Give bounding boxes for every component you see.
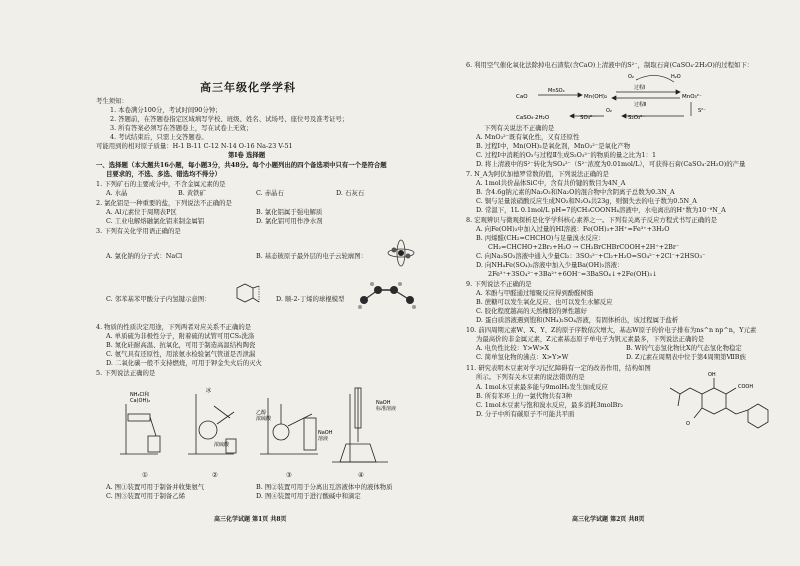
fig-label-3: ③ <box>286 471 292 479</box>
q3-stem: 3. 下列有关化学用语正确的是 <box>96 227 181 235</box>
q11-option-b: B. 所有苯环上的一氯代物共有3种 <box>476 392 572 400</box>
q5-option-d: D. 图④装置可用于进行酸碱中和滴定 <box>256 492 361 500</box>
q8-option-b: B. 丙烯醛(CH₂=CHCHO)与足量溴水反应： <box>476 234 605 242</box>
ball-stick-model <box>358 280 416 310</box>
q2-option-d: D. 氯化铝可用作净水剂 <box>256 217 323 225</box>
scheme-h2o: H₂O <box>671 74 681 80</box>
q1-option-d: D. 石灰石 <box>336 189 365 197</box>
notice-3: 3. 所有答案必须写在答题卷上，写在试卷上无效； <box>110 124 253 132</box>
q10-option-d: D. Z元素在周期表中位于第4周期第ⅦB族 <box>626 353 746 361</box>
q6-option-d: D. 将上清液中的S²⁻转化为SO₄²⁻（S²⁻浓度为0.01mol/L），可获得石膏(CaSO₄·2H₂O)的产量 <box>476 160 746 168</box>
notice-2: 2. 答题前，在答题卷指定区域填写学校、班级、姓名、试场号、座位号及准考证号； <box>110 115 349 123</box>
fig-label-2: ② <box>212 471 218 479</box>
atomic-mass: 可能用到的相对原子质量：H-1 B-11 C-12 N-14 O-16 Na-23 V-51 <box>96 142 293 150</box>
q1-stem: 1. 下列矿石的主要成分中，不含金属元素的是 <box>96 180 226 188</box>
q2-stem: 2. 氯化铝是一种重要的盐，下列说法不正确的是 <box>96 199 232 207</box>
reagent-label-naoh2: NaOH <box>376 400 391 406</box>
q7-option-d: D. 常温下，1L 0.1mol/L pH=7的CH₃COONH₄溶液中，水电离出的H⁺数为10⁻⁸N_A <box>476 206 726 214</box>
q10-option-c: C. 简单氢化物的沸点：X>Y>W <box>476 353 569 361</box>
page-1-footer: 高三化学试题 第1页 共8页 <box>214 516 287 523</box>
q11-option-a: A. 1mol木豆素最多能与9molH₂发生加成反应 <box>476 383 608 391</box>
part-1-heading: 第Ⅰ卷 选择题 <box>228 151 266 159</box>
scheme-o2b: O₂ <box>606 108 612 114</box>
scheme-so4: SO₄²⁻ <box>580 115 596 121</box>
scheme-cao: CaO <box>516 94 528 100</box>
q7-option-a: A. 1mol共价晶体SiC中，含有共价键的数目为4N_A <box>476 179 626 187</box>
q8-option-d: D. 向NH₄Fe(SO₄)₂溶液中加入少量Ba(OH)₂溶液： <box>476 261 624 269</box>
q11-option-d: D. 分子中所有碳原子不可能共平面 <box>476 410 575 418</box>
q7-option-b: B. 含4.6g钠元素的Na₂O₂和Na₂O的混合物中含阴离子总数为0.3N_A <box>476 188 675 196</box>
q11-stem-2: 所示。下列有关木豆素的说法错误的是 <box>476 373 585 381</box>
q11-structure <box>662 368 784 440</box>
q5-option-a: A. 图①装置可用于制备并收集氨气 <box>106 483 205 491</box>
q8-option-a: A. 向Fe(OH)₃中加入过量的HI溶液：Fe(OH)₃+3H⁺=Fe³⁺+3H₂O <box>476 225 670 233</box>
scheme-o2: O₂ <box>628 74 634 80</box>
q3-option-a: A. 氯化钠的分子式：NaCl <box>106 252 183 260</box>
q4-option-a: A. 单质硫为非极性分子，附着硫的试管可用CS₂洗涤 <box>106 332 255 340</box>
electron-cloud-figure <box>386 238 416 268</box>
q10-stem-2: 为最高价的非金属元素，Z元素基态原子单电子为钒元素最多，下列说法正确的是 <box>476 335 705 343</box>
page-2 <box>466 0 784 566</box>
page-1 <box>96 0 418 566</box>
q6-option-b: B. 过程Ⅰ中，Mn(OH)₂是氧化剂，MnO₃²⁻是氧化产物 <box>476 142 631 150</box>
reagent-label-acid: 浓硫酸 <box>214 442 230 448</box>
reagent-label-naoh: NaOH <box>318 430 333 436</box>
struct-oh: OH <box>708 372 716 378</box>
reagent-label-std: 标准溶液 <box>376 406 397 412</box>
q7-option-c: C. 铜与足量浓硝酸反应生成NO₂和N₂O₄共23g，则铜失去的电子数为0.5N_A <box>476 197 697 205</box>
q1-option-a: A. 水晶 <box>106 189 128 197</box>
q1-option-b: B. 黄铁矿 <box>178 189 206 197</box>
q11-option-c: C. 1mol木豆素与饱和溴水反应，最多消耗3molBr₂ <box>476 401 623 409</box>
notice-1: 1. 本卷满分100分，考试时间90分钟； <box>110 106 222 114</box>
q4-option-b: B. 氮化硅耐高温、抗氧化，可用于制造高温结构陶瓷 <box>106 341 256 349</box>
q8-option-c: C. 向Na₂SO₃溶液中通入少量Cl₂：3SO₃²⁻+Cl₂+H₂O=SO₄²⁻+2Cl⁻+2HSO₃⁻ <box>476 252 706 260</box>
q2-option-a: A. Al元素位于周期表P区 <box>106 208 177 216</box>
fig-label-1: ① <box>142 471 148 479</box>
q8-stem: 8. 宏观辨识与微观探析是化学学科核心素养之一。下列有关离子反应方程式书写正确的是 <box>466 216 717 224</box>
q9-stem: 9. 下列说法不正确的是 <box>466 280 532 288</box>
q6-process-scheme <box>516 70 736 122</box>
reagent-label-sol: 溶液 <box>318 436 329 442</box>
scheme-s2: S²⁻ <box>698 108 706 114</box>
q1-option-c: C. 赤晶石 <box>256 189 284 197</box>
q9-option-b: B. 蔗糖可以发生氧化反应、也可以发生水解反应 <box>476 298 613 306</box>
q4-option-d: D. 二氧化碳一般不支持燃烧，可用于钾金失火后的灭火 <box>106 359 262 367</box>
struct-cooh: COOH <box>738 384 754 390</box>
scheme-process2: 过程Ⅱ <box>634 102 647 108</box>
q9-option-a: A. 苯酚与甲醛通过缩聚反应得到酚醛树脂 <box>476 289 594 297</box>
q2-option-b: B. 氯化铝属于强电解质 <box>256 208 323 216</box>
q2-option-c: C. 工业电解熔融氯化铝来制金属铝 <box>106 217 205 225</box>
page-2-footer: 高三化学试题 第2页 共8页 <box>572 516 645 523</box>
reagent-label-ice: 冰 <box>206 388 212 394</box>
fig-label-4: ④ <box>358 471 364 479</box>
notice-4: 4. 考试结束后，只需上交答题卷。 <box>110 133 208 141</box>
q6-stem: 6. 利用空气催化氧化法除掉电石渣浆(含CaO)上清液中的S²⁻，制取石膏(CaSO₄·2H₂O)的过程如下： <box>466 61 754 69</box>
q3-option-c: C. 邻苯基苯甲酸分子内氢键示意图： <box>106 295 211 303</box>
q6-option-c: C. 过程Ⅰ中消耗的O₂与过程Ⅱ生成S₂O₃²⁻的物质的量之比为1：1 <box>476 151 657 159</box>
q6-option-a: A. MnO₃²⁻既有氧化性，又有还原性 <box>476 133 580 141</box>
lab-apparatus-figure <box>118 384 418 470</box>
q10-option-a: A. 电负性比较：Y>W>X <box>476 344 550 352</box>
notice-head: 考生须知： <box>96 97 128 105</box>
q6-lead: 下列有关说法不正确的是 <box>484 124 555 132</box>
q11-stem: 11. 研究表明木豆素对学习记忆障碍有一定的改善作用，结构如图 <box>466 364 651 372</box>
q3-option-b: B. 基态铍原子最外层的电子云轮廓图： <box>256 252 368 260</box>
q10-option-b: B. W的气态氢化物比X的气态氢化物稳定 <box>626 344 742 352</box>
q10-stem: 10. 前四周期元素W、X、Y、Z的原子序数依次增大，基态W原子的价电子排布为ns^n np^n，Y元素 <box>466 326 757 334</box>
reagent-label-ca: Ca(OH)₂ <box>130 398 151 404</box>
scheme-process1: 过程Ⅰ <box>634 85 646 91</box>
scheme-mnoh2: Mn(OH)₂ <box>584 94 608 100</box>
q8-option-b-eq: CH₂=CHCHO+2Br₂+H₂O → CH₂BrCHBrCOOH+2H⁺+2Br⁻ <box>488 243 680 251</box>
reagent-label-ethanol: 乙醇 <box>256 410 267 416</box>
reagent-label-1: NH₄Cl和 <box>130 392 150 398</box>
q9-option-d: D. 蛋白质溶液遇到饱和(NH₄)₂SO₄溶液，有固体析出，该过程属于盐析 <box>476 316 679 324</box>
scheme-s2o3: S₂O₃²⁻ <box>628 115 646 121</box>
q5-stem: 5. 下列说法正确的是 <box>96 369 156 377</box>
q5-option-b: B. 图②装置可用于分离出互溶液体中的液体物质 <box>256 483 393 491</box>
scheme-gypsum: CaSO₄·2H₂O <box>516 115 550 121</box>
q8-option-d-eq: 2Fe³⁺+3SO₄²⁻+3Ba²⁺+6OH⁻=3BaSO₄↓+2Fe(OH)₃↓ <box>488 270 658 278</box>
reagent-label-acid2: 浓硫酸 <box>256 416 272 422</box>
q4-option-c: C. 氨气具有还原性，用浓氨水检验氯气管道是否泄漏 <box>106 350 256 358</box>
q3-option-d: D. 顺-2-丁烯的球棍模型 <box>276 295 345 303</box>
section-heading: 一、选择题（本大题共16小题，每小题3分，共48分。每个小题列出的四个备选项中只有一个是符合题 <box>96 161 387 169</box>
q7-stem: 7. N_A为阿伏加德罗常数的值，下列说法正确的是 <box>466 170 609 178</box>
q5-option-c: C. 图③装置可用于制备乙烯 <box>106 492 186 500</box>
exam-title: 高三年级化学学科 <box>200 81 296 94</box>
q4-stem: 4. 物质的性质决定用途，下列两者对应关系不正确的是 <box>96 323 252 331</box>
section-heading-2: 目要求的，不选、多选、错选均不得分） <box>106 170 222 178</box>
scheme-mnso4: MnSO₄ <box>548 88 565 94</box>
hydrogen-bond-structure <box>229 282 261 312</box>
q9-option-c: C. 胶化程度越高的天然橡胶的弹性越好 <box>476 307 587 315</box>
scheme-mno3: MnO₃²⁻ <box>682 94 702 100</box>
struct-o: O <box>686 421 690 427</box>
